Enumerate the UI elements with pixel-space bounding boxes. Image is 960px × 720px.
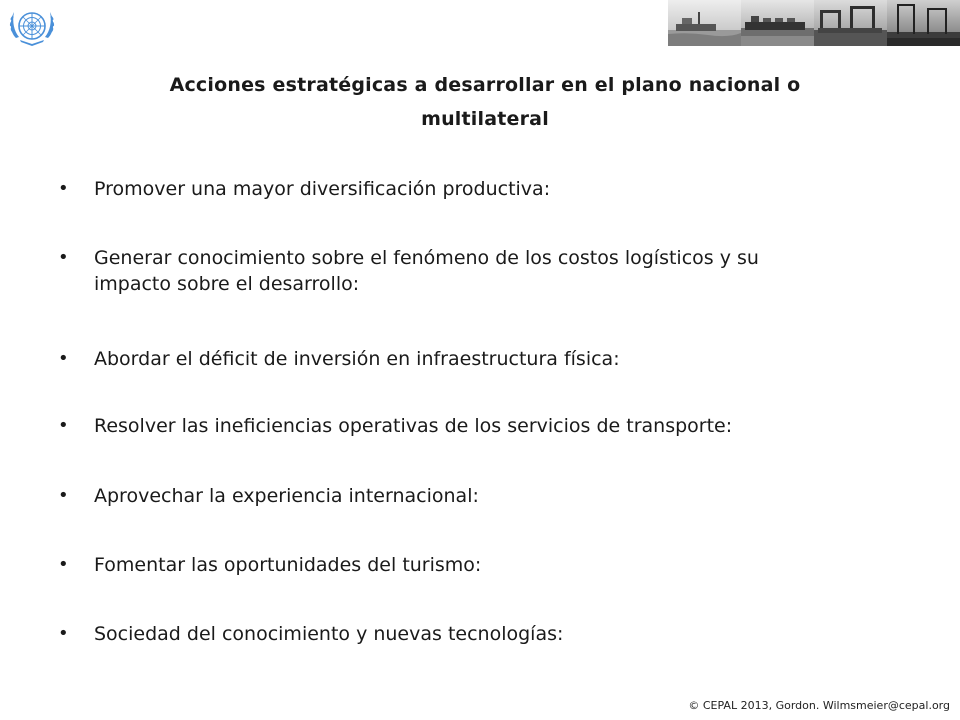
bullet-dot-icon: •	[58, 485, 69, 506]
bullet-text	[94, 552, 858, 578]
bullet-text-line: Abordar el déficit de inversión en infraestructura física:	[94, 348, 620, 370]
port-cranes-photo	[887, 0, 960, 46]
bullet-text-line: Promover una mayor diversificación productiva:	[94, 178, 551, 200]
bullet-dot-icon: •	[58, 415, 69, 436]
port-harbor-photo	[668, 0, 741, 46]
list-item	[58, 552, 858, 578]
bullet-dot-icon: •	[58, 178, 69, 199]
list-item	[58, 483, 858, 509]
list-item	[58, 346, 858, 372]
un-emblem-icon	[6, 4, 58, 50]
bullet-dot-icon: •	[58, 623, 69, 644]
bullet-text	[94, 176, 858, 202]
bullet-text-line: Sociedad del conocimiento y nuevas tecnologías:	[94, 623, 564, 645]
bullet-text	[94, 483, 858, 509]
list-item	[58, 621, 858, 647]
list-item	[58, 245, 858, 297]
list-item	[58, 176, 858, 202]
bullet-text-line: Resolver las ineficiencias operativas de los servicios de transporte:	[94, 415, 733, 437]
bullet-dot-icon: •	[58, 247, 69, 268]
container-port-photo	[814, 0, 887, 46]
bullet-text	[94, 621, 858, 647]
slide-title-line-2: multilateral	[421, 108, 549, 130]
bullet-text-line: impacto sobre el desarrollo:	[94, 273, 360, 295]
copyright-footer: © CEPAL 2013, Gordon. Wilmsmeier@cepal.org	[688, 699, 950, 712]
bullet-text	[94, 413, 858, 439]
bullet-text-line: Fomentar las oportunidades del turismo:	[94, 554, 482, 576]
slide-title-line-1: Acciones estratégicas a desarrollar en el plano nacional o	[169, 74, 801, 96]
bullet-text	[94, 245, 858, 297]
bullet-dot-icon: •	[58, 554, 69, 575]
header-photo-strip	[668, 0, 960, 46]
cargo-ship-photo	[741, 0, 814, 46]
bullet-text	[94, 346, 858, 372]
bullet-dot-icon: •	[58, 348, 69, 369]
bullet-text-line: Generar conocimiento sobre el fenómeno de los costos logísticos y su	[94, 247, 759, 269]
bullet-text-line: Aprovechar la experiencia internacional:	[94, 485, 479, 507]
list-item	[58, 413, 858, 439]
slide-title	[120, 68, 850, 136]
